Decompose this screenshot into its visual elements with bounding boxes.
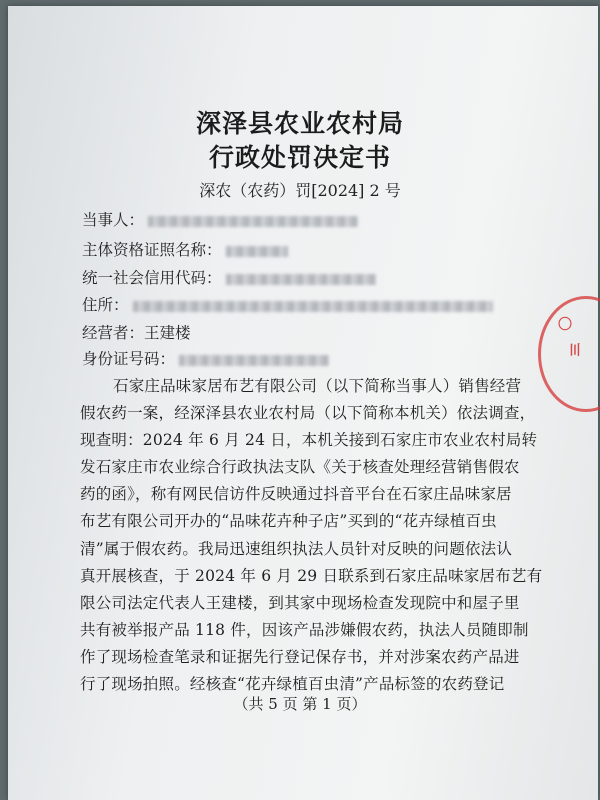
redacted-party-name <box>148 216 358 227</box>
redacted-id-number <box>179 355 329 366</box>
body-paragraph-line: 布艺有限公司开办的“品味花卉种子店”买到的“花卉绿植百虫 <box>80 512 497 530</box>
id-number-field <box>82 347 329 369</box>
redacted-license-name <box>226 246 288 257</box>
document-number: 深农（农药）罚[2024] 2 号 <box>199 181 401 200</box>
operator-label: 经营者： <box>82 324 145 342</box>
operator-value: 王建楼 <box>144 324 191 342</box>
page-number: （共 5 页 第 1 页） <box>233 695 367 713</box>
redacted-address <box>133 301 493 312</box>
body-paragraph-line: 限公司法定代表人王建楼，到其家中现场检查发现院中和屋子里 <box>80 594 520 612</box>
party-label: 当事人： <box>82 211 145 229</box>
body-paragraph-line: 真开展核查，于 2024 年 6 月 29 日联系到石家庄品味家居布艺有 <box>80 567 543 585</box>
body-paragraph-line: 作了现场检查笔录和证据先行登记保存书，并对涉案农药产品进 <box>80 648 520 666</box>
document-title-agency: 深泽县农业农村局 <box>195 109 404 138</box>
license-name-field <box>82 238 288 260</box>
body-paragraph-line: 假农药一案，经深泽县农业农村局（以下简称本机关）依法调查， <box>80 404 536 422</box>
seal-fragment-mark: 〣 <box>568 343 582 359</box>
redacted-credit-code <box>226 274 376 285</box>
credit-code-label: 统一社会信用代码： <box>82 269 222 287</box>
body-paragraph-line: 清”属于假农药。我局迅速组织执法人员针对反映的问题依法认 <box>80 540 513 558</box>
seal-fragment-mark: 〇 <box>558 317 572 333</box>
body-paragraph-line: 石家庄品味家居布艺有限公司（以下简称当事人）销售经营 <box>113 377 522 395</box>
body-paragraph-line: 行了现场拍照。经核查“花卉绿植百虫清”产品标签的农药登记 <box>80 675 505 693</box>
body-paragraph-line: 发石家庄市农业综合行政执法支队《关于核查处理经营销售假农 <box>80 458 520 476</box>
party-field <box>82 208 358 230</box>
operator-field <box>82 321 191 343</box>
address-field <box>82 293 493 315</box>
id-number-label: 身份证号码： <box>82 350 176 368</box>
credit-code-field <box>82 266 376 288</box>
body-paragraph-line: 现查明：2024 年 6 月 24 日，本机关接到石家庄市农业农村局转 <box>80 431 538 449</box>
address-label: 住所： <box>82 296 129 314</box>
body-paragraph-line: 共有被举报产品 118 件，因该产品涉嫌假农药，执法人员随即制 <box>80 621 529 639</box>
license-name-label: 主体资格证照名称： <box>82 241 222 259</box>
body-paragraph-line: 药的函》，称有网民信访件反映通过抖音平台在石家庄品味家居 <box>80 485 512 503</box>
document-title-type: 行政处罚决定书 <box>208 143 391 172</box>
